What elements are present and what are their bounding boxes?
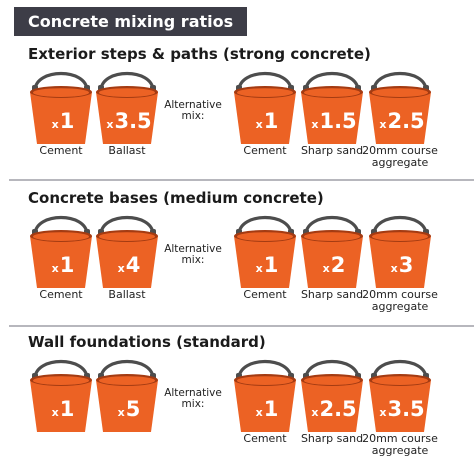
ratio-number: 3.5 (387, 397, 425, 421)
times-sign: x (390, 261, 398, 275)
bucket-caption: Cement (243, 144, 287, 157)
section-divider (9, 325, 474, 327)
bucket-alternative-1 (231, 358, 299, 445)
section-divider (9, 179, 474, 181)
bucket-mix-2 (93, 214, 161, 301)
times-sign: x (379, 405, 387, 419)
page-title: Concrete mixing ratios (28, 12, 234, 31)
bucket-alternative-2 (298, 70, 366, 157)
ratio-number: 1 (263, 109, 279, 133)
times-sign: x (255, 405, 263, 419)
times-sign: x (51, 117, 59, 131)
ratio-number: 2 (330, 253, 346, 277)
times-sign: x (255, 261, 263, 275)
bucket-caption: 20mm course aggregate (362, 288, 438, 313)
bucket-mix-2 (93, 70, 161, 157)
bucket-alternative-3 (362, 70, 438, 169)
times-sign: x (106, 117, 114, 131)
alternative-mix-label (160, 100, 226, 122)
bucket-caption: 20mm course aggregate (362, 144, 438, 169)
times-sign: x (255, 117, 263, 131)
alt-label-line: mix: (181, 398, 205, 410)
ratio-number: 1 (263, 253, 279, 277)
ratio-value (302, 100, 366, 142)
ratio-number: 3 (398, 253, 414, 277)
bucket-alternative-2 (298, 358, 366, 445)
ratio-number: 1 (59, 253, 75, 277)
bucket-caption: Cement (243, 432, 287, 445)
times-sign: x (51, 405, 59, 419)
bucket-alternative-1 (231, 214, 299, 301)
bucket-mix-1 (27, 70, 95, 157)
ratio-number: 1 (59, 397, 75, 421)
bucket-caption: Cement (39, 144, 83, 157)
ratio-value (302, 388, 366, 430)
alt-label-line: Alternative (164, 99, 222, 111)
ratio-value (235, 244, 299, 286)
ratio-value (97, 100, 161, 142)
ratio-value (31, 100, 95, 142)
ratio-number: 1.5 (319, 109, 357, 133)
times-sign: x (322, 261, 330, 275)
ratio-value (235, 388, 299, 430)
ratio-value (370, 100, 434, 142)
section-title: Wall foundations (standard) (28, 333, 266, 351)
bucket-caption: Sharp sand (300, 432, 364, 445)
bucket-caption: Cement (39, 288, 83, 301)
bucket-mix-1 (27, 214, 95, 301)
bucket-caption: Ballast (108, 144, 146, 157)
ratio-number: 2.5 (319, 397, 357, 421)
alt-label-line: mix: (181, 254, 205, 266)
ratio-number: 4 (125, 253, 141, 277)
alt-label-line: Alternative (164, 387, 222, 399)
ratio-number: 1 (59, 109, 75, 133)
bucket-caption: 20mm course aggregate (362, 432, 438, 457)
ratio-value (370, 388, 434, 430)
alternative-mix-label (160, 244, 226, 266)
bucket-alternative-1 (231, 70, 299, 157)
bucket-alternative-3 (362, 358, 438, 457)
ratio-number: 2.5 (387, 109, 425, 133)
section-title: Concrete bases (medium concrete) (28, 189, 324, 207)
section-title: Exterior steps & paths (strong concrete) (28, 45, 371, 63)
bucket-alternative-2 (298, 214, 366, 301)
times-sign: x (117, 261, 125, 275)
ratio-value (97, 244, 161, 286)
ratio-value (235, 100, 299, 142)
ratio-value (302, 244, 366, 286)
ratio-number: 3.5 (114, 109, 152, 133)
alternative-mix-label (160, 388, 226, 410)
times-sign: x (311, 117, 319, 131)
ratio-number: 5 (125, 397, 141, 421)
times-sign: x (379, 117, 387, 131)
bucket-mix-2 (93, 358, 161, 434)
bucket-caption: Sharp sand (300, 144, 364, 157)
ratio-value (370, 244, 434, 286)
bucket-caption: Ballast (108, 288, 146, 301)
ratio-value (31, 388, 95, 430)
ratio-value (31, 244, 95, 286)
times-sign: x (51, 261, 59, 275)
ratio-number: 1 (263, 397, 279, 421)
times-sign: x (311, 405, 319, 419)
alt-label-line: Alternative (164, 243, 222, 255)
bucket-caption: Sharp sand (300, 288, 364, 301)
ratio-value (97, 388, 161, 430)
bucket-mix-1 (27, 358, 95, 434)
bucket-alternative-3 (362, 214, 438, 313)
bucket-caption: Cement (243, 288, 287, 301)
alt-label-line: mix: (181, 110, 205, 122)
times-sign: x (117, 405, 125, 419)
